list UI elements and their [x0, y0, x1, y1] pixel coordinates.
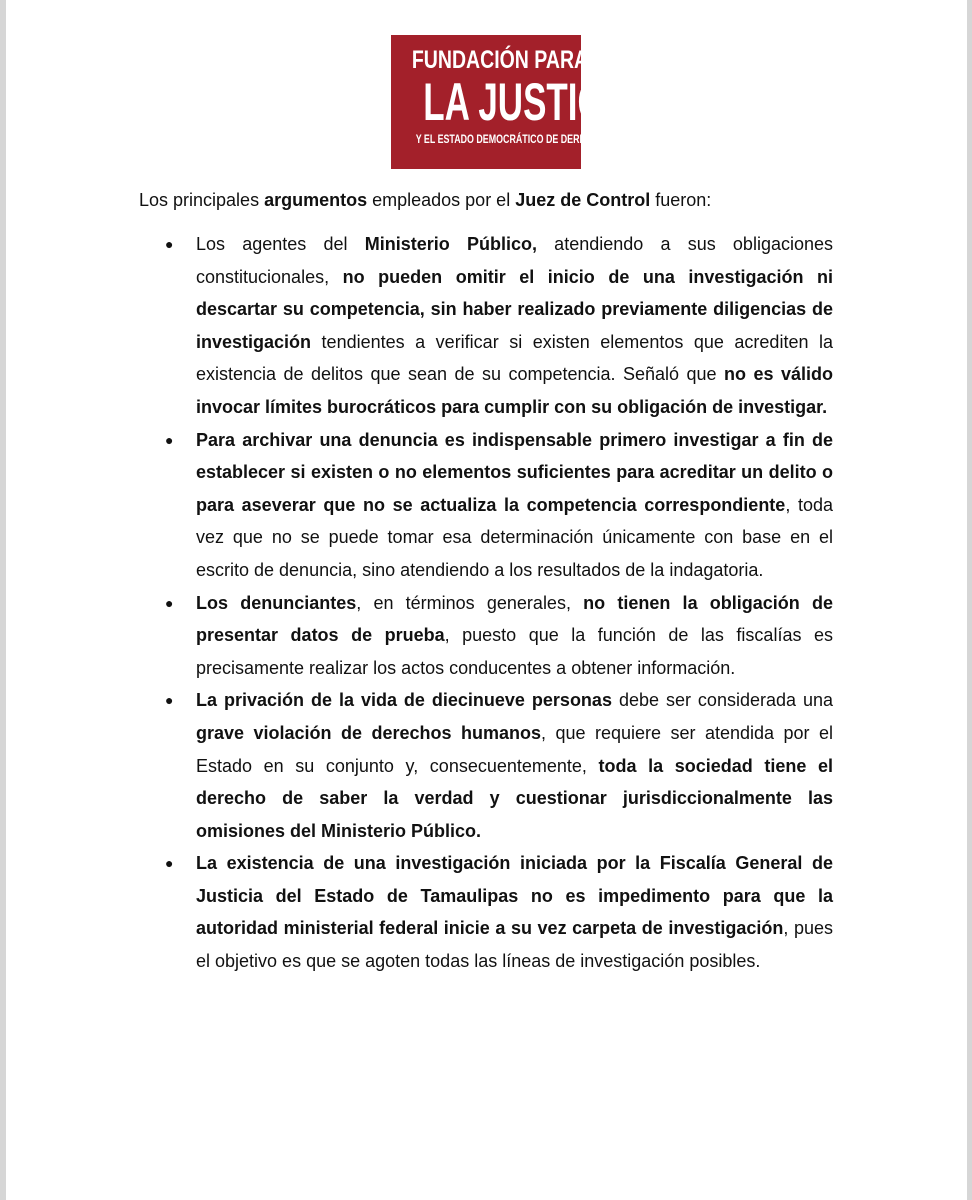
- bullet-text: debe ser considerada una: [611, 690, 834, 711]
- bullet-dot-icon: ●: [165, 855, 174, 872]
- bullet-text: Los agentes del: [196, 234, 365, 254]
- bullet-text: , en términos generales,: [356, 592, 584, 613]
- bullet-text: , toda vez que no se puede tomar esa determinación únicamente con base en el escrito de denuncia, sino atendiendo a los resultados de la indagatoria.: [196, 494, 833, 580]
- list-item: [165, 424, 833, 587]
- list-item: [165, 228, 833, 424]
- logo-line-2: LA JUSTICIA: [423, 73, 638, 132]
- bullet-bold-text: Los denunciantes: [196, 592, 357, 613]
- list-item: [165, 587, 833, 685]
- bullet-bold-text: toda la sociedad tiene el derecho de saber la verdad y cuestionar jurisdiccionalmente las omisiones del Ministerio Público.: [196, 755, 833, 841]
- page-frame-left: [0, 0, 6, 1200]
- bullet-bold-text: grave violación de derechos humanos: [196, 722, 541, 743]
- bullet-text: tendientes a verificar si existen elementos que acrediten la existencia de delitos que sean de su competencia. Señaló que: [196, 331, 833, 385]
- intro-bold-judge: Juez de Control: [515, 190, 651, 210]
- bullet-dot-icon: ●: [165, 594, 174, 611]
- logo-line-1: FUNDACIÓN PARA: [411, 46, 589, 74]
- bullet-bold-text: no es válido invocar límites burocráticos para cumplir con su obligación de investigar.: [196, 364, 833, 417]
- bullet-bold-text: Para archivar una denuncia es indispensable primero investigar a fin de establecer si existen o no elementos suficientes para acreditar un delito o para aseverar que no se actualiza la competencia correspondiente: [196, 429, 833, 515]
- bullet-dot-icon: ●: [165, 431, 174, 448]
- page-frame-right: [967, 0, 972, 1200]
- bullet-dot-icon: ●: [165, 692, 174, 709]
- bullet-text: , puesto que la función de las fiscalías es precisamente realizar los actos conducentes a obtener información.: [196, 625, 833, 678]
- list-item: [165, 684, 834, 847]
- intro-bold-arguments: argumentos: [264, 190, 368, 210]
- logo-line-3: Y EL ESTADO DEMOCRÁTICO DE DERECHO: [415, 132, 606, 146]
- bullet-bold-text: La existencia de una investigación iniciada por la Fiscalía General de Justicia del Estado de Tamaulipas no es impedimento para que la autoridad ministerial federal inicie a su vez carpeta de investigación: [196, 853, 833, 939]
- intro-text-1: Los principales: [139, 190, 265, 210]
- bullet-dot-icon: ●: [165, 236, 174, 252]
- bullet-bold-text: no pueden omitir el inicio de una investigación ni descartar su competencia, sin haber realizado previamente diligencias de investigación: [196, 266, 833, 352]
- intro-paragraph: [139, 186, 859, 214]
- foundation-logo: [391, 35, 638, 169]
- intro-text-3: fueron:: [650, 190, 712, 210]
- bullet-text: , pues el objetivo es que se agoten todas las líneas de investigación posibles.: [196, 918, 833, 972]
- bullet-bold-text: Ministerio Público,: [364, 234, 537, 254]
- arguments-list: [165, 228, 834, 978]
- list-item: [165, 847, 833, 977]
- bullet-text: atendiendo a sus obligaciones constitucionales,: [196, 234, 833, 287]
- intro-text-2: empleados por el: [367, 190, 516, 210]
- bullet-bold-text: no tienen la obligación de presentar datos de prueba: [196, 592, 833, 646]
- bullet-text: , que requiere ser atendida por el Estado en su conjunto y, consecuentemente,: [196, 722, 833, 776]
- bullet-bold-text: La privación de la vida de diecinueve personas: [196, 690, 612, 711]
